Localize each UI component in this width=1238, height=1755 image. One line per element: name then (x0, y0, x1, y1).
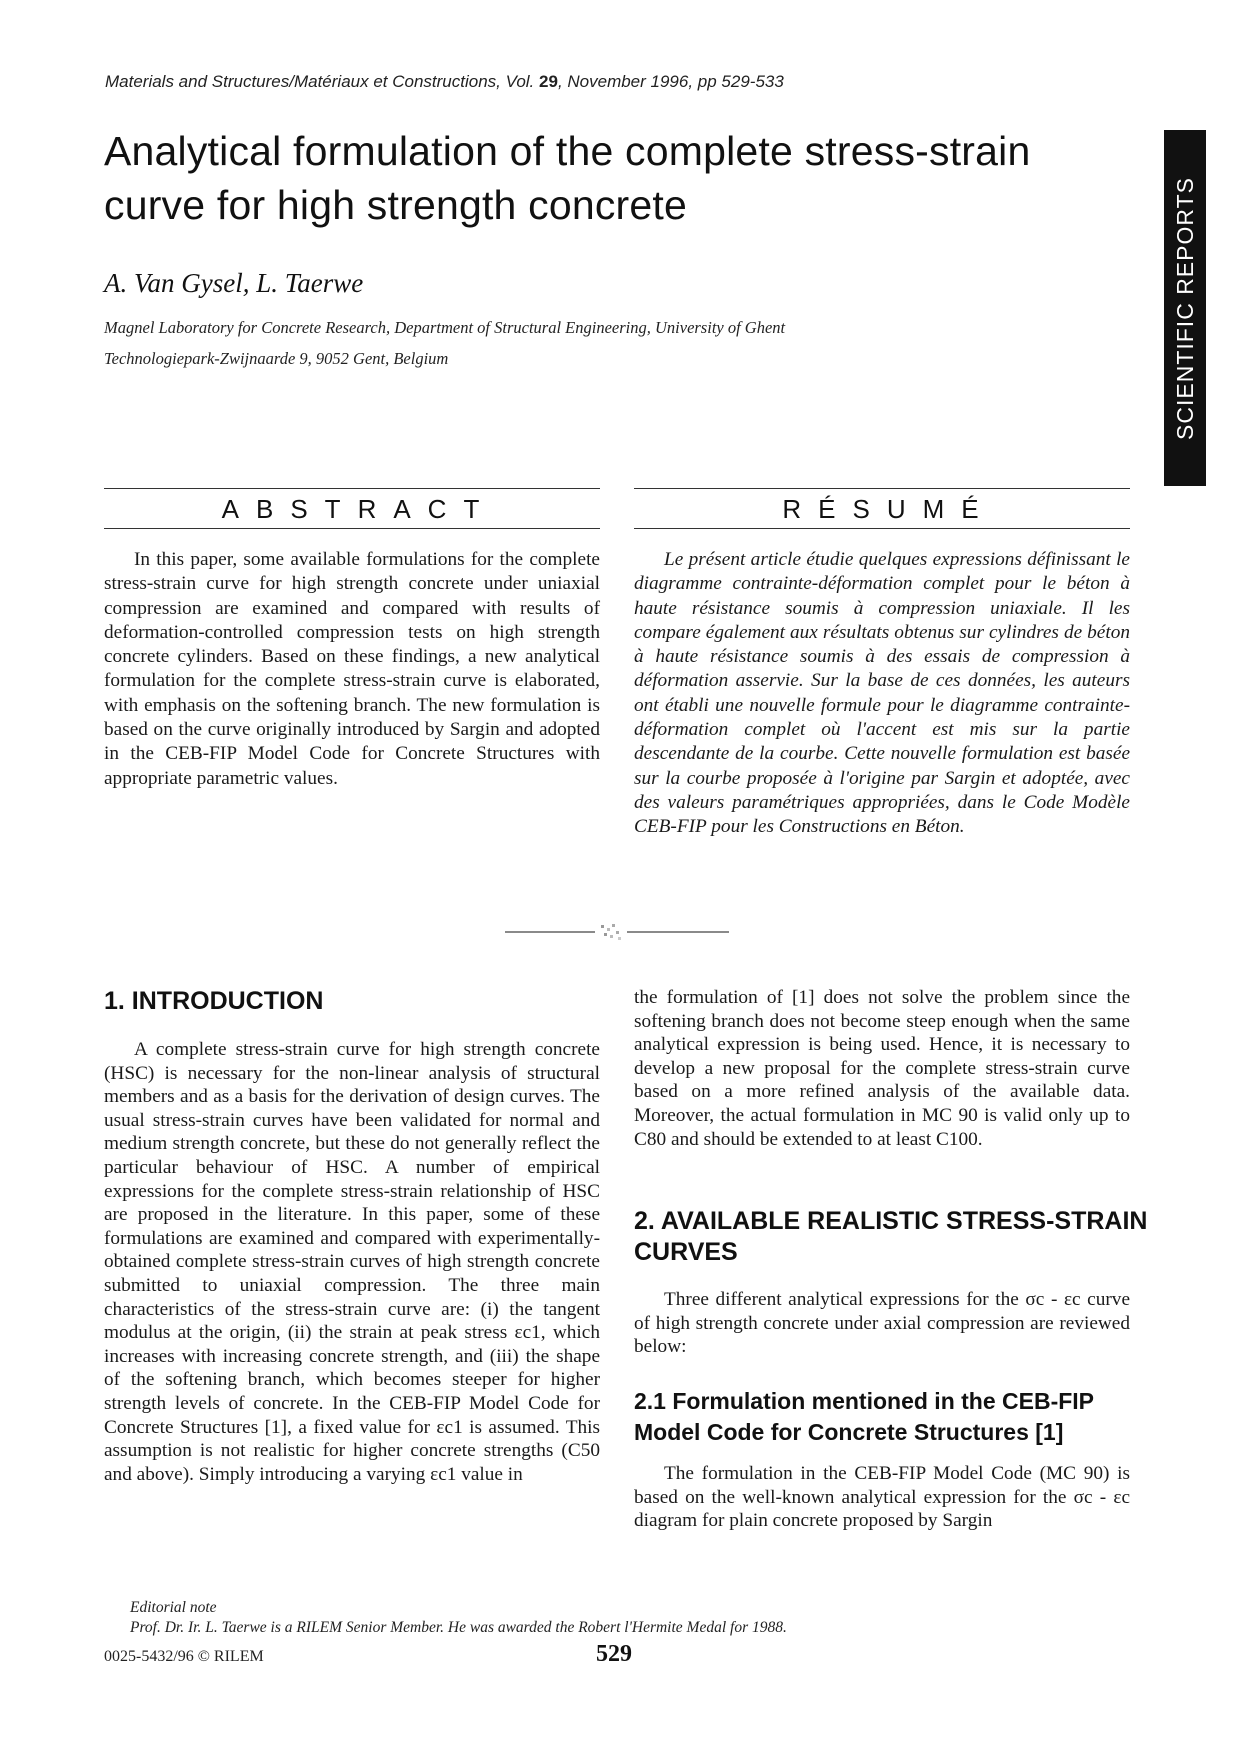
section-side-tab (1164, 130, 1206, 486)
section-1-left-text: A complete stress-strain curve for high strength concrete (HSC) is necessary for the non-linear analysis of structural members and as a basis for the derivation of design curves. The usual stress-strain curves have been validated for normal and medium strength concrete, but these do not generally reflect the particular behaviour of HSC. A number of empirical expressions for the complete stress-strain relationship of HSC are proposed in the literature. In this paper, some of these formulations are examined and compared with experimentally-obtained complete stress-strain curves of high strength concrete submitted to uniaxial compression. The three main characteristics of the stress-strain curve are: (i) the tangent modulus at the origin, (ii) the strain at peak stress εc1, which increases with increasing concrete strength, and (iii) the shape of the softening branch, which becomes steeper for higher strength levels of concrete. In the CEB-FIP Model Code for Concrete Structures [1], a fixed value for εc1 is assumed. This assumption is not realistic for higher concrete strengths (C50 and above). Simply introducing a varying εc1 value in (104, 1039, 600, 1485)
journal-vol-prefix: , Vol. (496, 72, 540, 91)
paper-title (104, 124, 1084, 232)
editorial-note-label: Editorial note (130, 1599, 217, 1616)
editorial-note (130, 1598, 787, 1638)
section-2-1-heading-line: Model Code for Concrete Structures [1] (634, 1419, 1064, 1445)
affiliation-line: Magnel Laboratory for Concrete Research, Department of Structural Engineering, University of Ghent (104, 318, 786, 337)
affiliation-line: Technologiepark-Zwijnaarde 9, 9052 Gent, Belgium (104, 349, 449, 368)
editorial-note-text: Prof. Dr. Ir. L. Taerwe is a RILEM Senior Member. He was awarded the Robert l'Hermite Medal for 1988. (130, 1619, 787, 1636)
issn-copyright: 0025-5432/96 © RILEM (104, 1648, 264, 1665)
section-2-heading (634, 1206, 1147, 1268)
journal-citation (105, 72, 784, 92)
page-number: 529 (596, 1641, 632, 1667)
section-2-text: Three different analytical expressions for the σc - εc curve of high strength concrete under axial compression are reviewed below: (634, 1289, 1130, 1358)
affiliation (104, 312, 785, 374)
journal-volume: 29 (539, 72, 558, 91)
section-divider-ornament (505, 922, 729, 942)
abstract-bottom-rule (104, 528, 600, 529)
section-1-heading: 1. INTRODUCTION (104, 987, 324, 1015)
title-line: Analytical formulation of the complete stress-strain (104, 128, 1031, 174)
section-2-1-heading-line: 2.1 Formulation mentioned in the CEB-FIP (634, 1388, 1095, 1414)
abstract-top-rule (104, 488, 600, 489)
section-2-heading-line: CURVES (634, 1238, 738, 1266)
journal-name: Materials and Structures/Matériaux et Constructions (105, 72, 497, 91)
title-line: curve for high strength concrete (104, 182, 687, 228)
section-2-1-heading (634, 1386, 1094, 1448)
section-2-heading-line: 2. AVAILABLE REALISTIC STRESS-STRAIN (634, 1207, 1148, 1235)
resume-top-rule (634, 488, 1130, 489)
resume-text: Le présent article étudie quelques expressions définissant le diagramme contrainte-déformation complet pour le béton à haute résistance soumis à compression uniaxiale. Il les compare également aux résultats obtenus sur cylindres de béton à haute résistance soumis à des essais de compression à déformation asservie. Sur la base de ces données, les auteurs ont établi une nouvelle formule pour le diagramme contrainte-déformation complet où l'accent est mis sur la partie descendante de la courbe. Cette nouvelle formulation est basée sur la courbe proposée à l'origine par Sargin et adoptée, avec des valeurs paramétriques appropriées, dans le Code Modèle CEB-FIP pour les Constructions en Béton. (634, 549, 1130, 838)
abstract-text: In this paper, some available formulations for the complete stress-strain curve for high strength concrete under uniaxial compression are examined and compared with results of deformation-controlled compression tests on high strength concrete cylinders. Based on these findings, a new analytical formulation for the complete stress-strain curve is elaborated, with emphasis on the softening branch. The new formulation is based on the curve originally introduced by Sargin and adopted in the CEB-FIP Model Code for Concrete Structures with appropriate parametric values. (104, 549, 600, 789)
authors: A. Van Gysel, L. Taerwe (104, 268, 364, 298)
resume-heading: RÉSUMÉ (782, 494, 996, 524)
resume-bottom-rule (634, 528, 1130, 529)
journal-date-pages: , November 1996, pp 529-533 (557, 72, 784, 91)
section-2-1-text: The formulation in the CEB-FIP Model Code (MC 90) is based on the well-known analytical expression for the σc - εc diagram for plain concrete proposed by Sargin (634, 1463, 1130, 1532)
section-1-right-text: the formulation of [1] does not solve the problem since the softening branch does not become steep enough when the same analytical expression is being used. Hence, it is necessary to develop a new proposal for the complete stress-strain curve based on a more refined analysis of the available data. Moreover, the actual formulation in MC 90 is valid only up to C80 and should be extended to at least C100. (634, 987, 1130, 1150)
side-tab-label: SCIENTIFIC REPORTS (1171, 176, 1198, 440)
abstract-heading: ABSTRACT (221, 494, 497, 524)
